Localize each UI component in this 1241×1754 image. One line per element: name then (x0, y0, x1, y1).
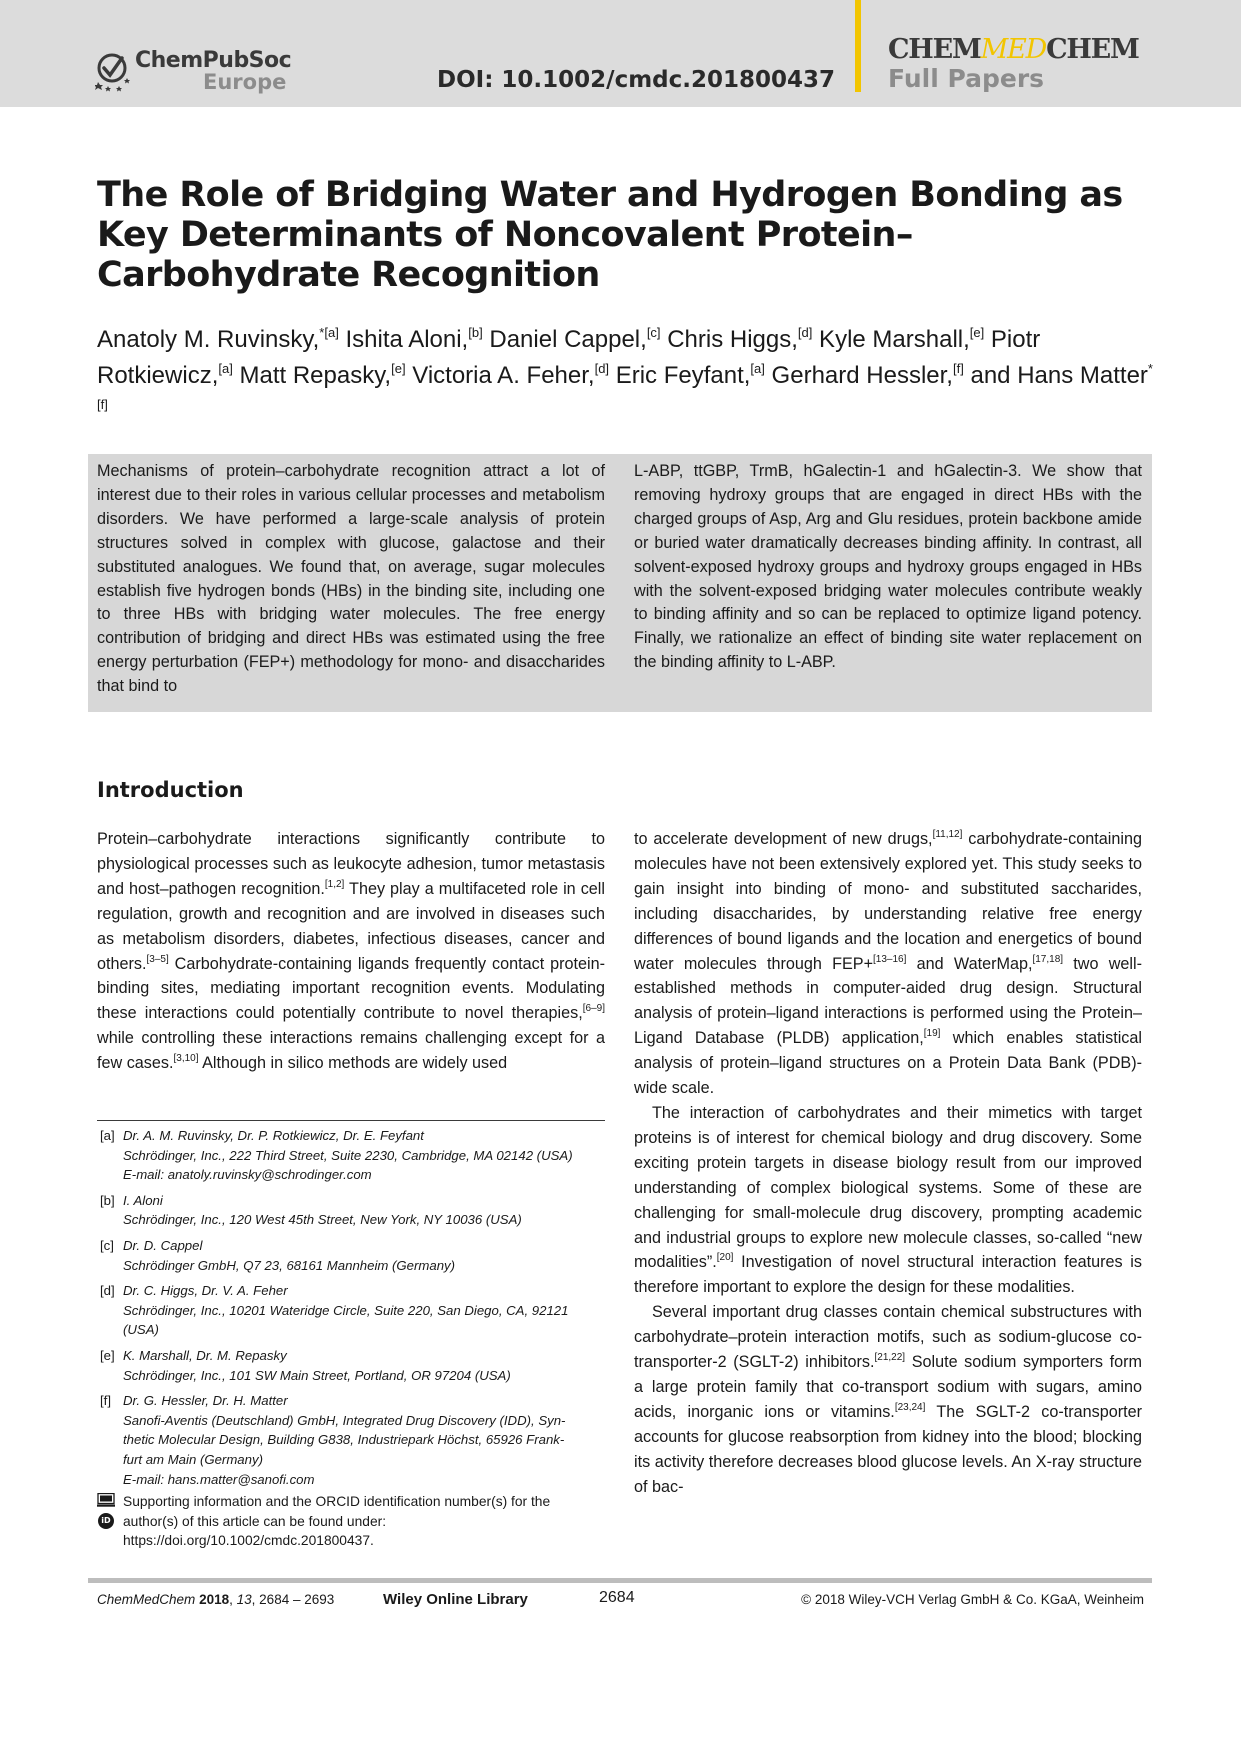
copyright: © 2018 Wiley-VCH Verlag GmbH & Co. KGaA, Weinheim (801, 1592, 1144, 1607)
intro-paragraph: The interaction of carbohydrates and their mimetics with target proteins is of interest for chemical biology and drug discovery. Some exciting protein targets in disease biology result from our improved understanding of complex biological systems. Some of these are challenging for small-molecule drug discovery, prompting academic and industrial groups to explore new molecule classes, so-called “new modalities”.[20] Investigation of novel structural interaction features is therefore important to explore the design for these modalities. (634, 1103, 1142, 1297)
computer-icon (97, 1493, 115, 1507)
affiliation-line: Schrödinger, Inc., 120 West 45th Street, New York, NY 10036 (USA) (123, 1212, 522, 1228)
author: Piotr Rotkiewicz,[a] (97, 326, 1041, 389)
affiliation-line: Dr. C. Higgs, Dr. V. A. Feher (123, 1283, 288, 1299)
affiliation-tag: [e] (100, 1347, 115, 1363)
citation-ref[interactable]: [21,22] (874, 1352, 906, 1364)
affiliation-entry (97, 1126, 605, 1185)
author-affiliation-mark: [b] (468, 325, 483, 340)
affiliation-line: thetic Molecular Design, Building G838, Industriepark Höchst, 65926 Frank- (123, 1432, 565, 1448)
author-affiliation-mark: *[a] (319, 325, 339, 340)
orcid-icon: iD (98, 1513, 114, 1529)
abstract-text-right: L-ABP, ttGBP, TrmB, hGalectin-1 and hGalectin-3. We show that removing hydroxy groups that are engaged in direct HBs with the charged groups of Asp, Arg and Glu residues, protein backbone amide or buried water dramatically decreases binding affinity. In contrast, all solvent-exposed hydroxy groups and hydroxy groups engaged in HBs with the solvent-exposed bridging water molecules contribute weakly to binding affinity and so can be replaced to optimize ligand potency. Finally, we rationalize an effect of binding site water replacement on the binding affinity to L-ABP. (634, 462, 1142, 672)
footer-divider (88, 1578, 1152, 1583)
body-column-right (634, 827, 1142, 1499)
journal-accent-bar (855, 0, 861, 92)
intro-paragraph: Protein–carbohydrate interactions significantly contribute to physiological processes such as leukocyte adhesion, tumor metastasis and host–pathogen recognition.[1,2] They play a multifaceted role in cell regulation, growth and recognition and are involved in diseases such as metabolism disorders, diabetes, infectious diseases, cancer and others.[3–5] Carbohydrate-containing ligands frequently contact protein-binding sites, mediating important recognition events. Modulating these interactions could potentially contribute to novel therapies,[6–9] while controlling these interactions remains challenging except for a few cases.[3,10] Although in silico methods are widely used (97, 830, 605, 1073)
footer-pages: 2684 – 2693 (259, 1592, 335, 1607)
article-doi[interactable]: DOI: 10.1002/cmdc.201800437 (437, 67, 836, 93)
affiliation-entry (97, 1191, 605, 1230)
affiliation-tag: [c] (100, 1237, 114, 1253)
affiliation-entry (97, 1391, 605, 1489)
author: Matt Repasky,[e] (232, 361, 406, 389)
wiley-online-library-link[interactable]: Wiley Online Library (383, 1591, 528, 1608)
affiliation-tag: [f] (100, 1393, 111, 1409)
author: Ishita Aloni,[b] (338, 325, 483, 353)
author-affiliation-mark: [a] (218, 361, 233, 376)
affiliation-tag: [a] (100, 1128, 115, 1143)
author-affiliation-mark: [e] (391, 361, 406, 376)
author-affiliation-mark: *[f] (97, 361, 1153, 412)
body-column-left (97, 827, 605, 1076)
affiliation-line: Dr. G. Hessler, Dr. H. Matter (123, 1393, 288, 1409)
affiliation-line: Schrödinger, Inc., 222 Third Street, Suite 2230, Cambridge, MA 02142 (USA) (123, 1147, 573, 1163)
citation-ref[interactable]: [19] (923, 1028, 941, 1040)
footnote-divider (97, 1120, 605, 1121)
citation-ref[interactable]: [11,12] (932, 829, 963, 840)
affiliation-line[interactable]: E-mail: anatoly.ruvinsky@schrodinger.com (123, 1167, 372, 1183)
author: Victoria A. Feher,[d] (405, 361, 610, 389)
author-affiliation-mark: [e] (969, 325, 985, 340)
citation-ref[interactable]: [13–16] (873, 953, 907, 965)
author-affiliation-mark: [f] (952, 361, 964, 376)
citation-ref[interactable]: [3,10] (173, 1053, 199, 1065)
supporting-info-line: author(s) of this article can be found under: (123, 1513, 387, 1529)
section-type: Full Papers (888, 64, 1045, 93)
affiliation-line: (USA) (123, 1322, 159, 1338)
footer-citation: ChemMedChem 2018, 13, 2684 – 2693 (97, 1592, 335, 1607)
supporting-info-note (97, 1492, 605, 1551)
affiliation-line[interactable]: E-mail: hans.matter@sanofi.com (123, 1471, 315, 1487)
page-number: 2684 (599, 1589, 635, 1606)
affiliation-line: Schrödinger, Inc., 101 SW Main Street, Portland, OR 97204 (USA) (123, 1367, 511, 1383)
author-affiliation-mark: [d] (797, 325, 813, 340)
author-list (97, 318, 1157, 426)
author: Chris Higgs,[d] (660, 325, 813, 353)
journal-name-part: CHEM (1046, 34, 1139, 65)
supporting-info-line: Supporting information and the ORCID identification number(s) for the (123, 1494, 551, 1509)
journal-name (888, 34, 1139, 65)
affiliation-line: Sanofi-Aventis (Deutschland) GmbH, Integrated Drug Discovery (IDD), Syn- (123, 1412, 566, 1428)
affiliation-tag: [b] (100, 1192, 115, 1208)
affiliation-entry (97, 1236, 605, 1275)
article-title: The Role of Bridging Water and Hydrogen Bonding as Key Determinants of Noncovalent Protein–Carbohydrate Recognition (97, 175, 1123, 295)
affiliations (97, 1126, 605, 1495)
logo-region: Europe (203, 70, 287, 94)
logo-name: ChemPubSoc (135, 48, 292, 73)
section-heading-introduction: Introduction (97, 778, 244, 802)
citation-ref[interactable]: [1,2] (324, 878, 345, 890)
citation-ref[interactable]: [23,24] (894, 1401, 926, 1413)
intro-paragraph: to accelerate development of new drugs,[11,12] carbohydrate-containing molecules have not been extensively explored yet. This study seeks to gain insight into binding of mono- and substituted saccharides, including disaccharides, by understanding relative free energy differences of bound ligands and the location and energetics of bound water molecules through FEP+[13–16] and WaterMap,[17,18] two well-established methods in computer-aided drug design. Structural analysis of protein–ligand interactions is performed using the Protein–Ligand Database (PLDB) application,[19] which enables statistical analysis of protein–ligand structures on a Protein Data Bank (PDB)-wide scale. (634, 829, 1143, 1098)
affiliation-line: Dr. A. M. Ruvinsky, Dr. P. Rotkiewicz, Dr. E. Feyfant (123, 1128, 424, 1143)
author: Daniel Cappel,[c] (482, 325, 661, 353)
affiliation-entry (97, 1346, 605, 1385)
footer-year: 2018 (199, 1592, 230, 1607)
citation-ref[interactable]: [6–9] (582, 1003, 605, 1015)
affiliation-tag: [d] (100, 1283, 115, 1299)
affiliation-line: Schrödinger, Inc., 10201 Wateridge Circle, Suite 220, San Diego, CA, 92121 (123, 1302, 569, 1318)
affiliation-line: Schrödinger GmbH, Q7 23, 68161 Mannheim (Germany) (123, 1257, 456, 1273)
affiliation-line: K. Marshall, Dr. M. Repasky (123, 1347, 287, 1363)
affiliation-entry (97, 1281, 605, 1340)
author-affiliation-mark: [d] (594, 361, 610, 376)
journal-name-part: CHEM (888, 34, 981, 65)
intro-paragraph: Several important drug classes contain chemical substructures with carbohydrate–protein interaction motifs, such as sodium-glucose co-transporter-2 (SGLT-2) inhibitors.[21,22] Solute sodium symporters form a large protein family that co-transport sodium with sugars, amino acids, inorganic ions or vitamins.[23,24] The SGLT-2 co-transporter accounts for glucose reabsorption from kidney into the blood; blocking its activity therefore decreases blood glucose levels. An X-ray structure of bac- (634, 1303, 1142, 1496)
author: Anatoly M. Ruvinsky,$^{*[a]}$ (97, 325, 339, 353)
citation-ref[interactable]: [3–5] (146, 953, 169, 965)
author: Gerhard Hessler,[f] (764, 361, 964, 389)
citation-ref[interactable]: [17,18] (1032, 953, 1064, 965)
supporting-info-link[interactable]: https://doi.org/10.1002/cmdc.201800437. (123, 1533, 374, 1548)
citation-ref[interactable]: [20] (716, 1252, 734, 1264)
footer-journal-name: ChemMedChem (97, 1592, 196, 1607)
author-affiliation-mark: [a] (750, 361, 765, 376)
author: and Hans Matter$^{*[f]}$ (97, 361, 1153, 412)
abstract-text-left: Mechanisms of protein–carbohydrate recognition attract a lot of interest due to their roles in various cellular processes and metabolism disorders. We have performed a large-scale analysis of protein structures solved in complex with glucose, galactose and their substituted analogues. We found that, on average, sugar molecules establish five hydrogen bonds (HBs) in the binding site, including one to three HBs with bridging water molecules. The free energy contribution of bridging and direct HBs was estimated using the free energy perturbation (FEP+) methodology for mono- and disaccharides that bind to (97, 462, 605, 696)
author: Kyle Marshall,[e] (812, 325, 985, 353)
affiliation-line: Dr. D. Cappel (123, 1237, 203, 1253)
publisher-logo[interactable] (95, 46, 292, 96)
journal-name-accent: MED (980, 34, 1047, 65)
footer-volume: 13 (236, 1592, 252, 1607)
author-affiliation-mark: [c] (646, 325, 661, 340)
affiliation-line: I. Aloni (123, 1192, 163, 1208)
author: Eric Feyfant,[a] (609, 361, 765, 389)
affiliation-line: furt am Main (Germany) (123, 1451, 263, 1467)
